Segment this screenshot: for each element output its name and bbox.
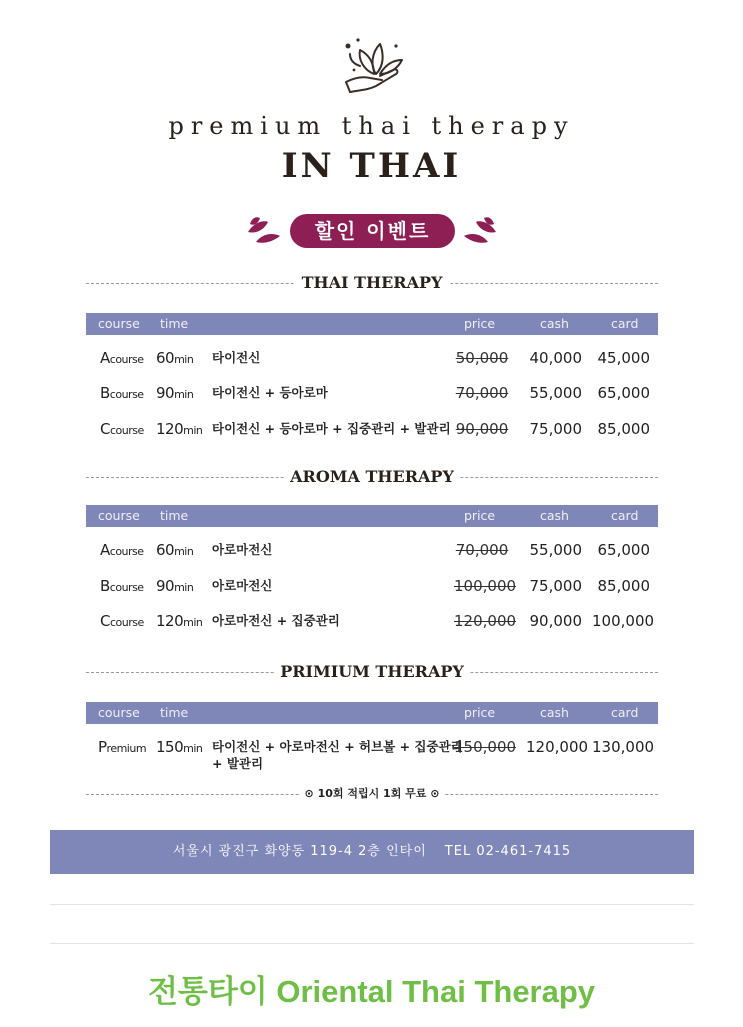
time-cell: 150min (156, 738, 203, 756)
course-cell: Bcourse (100, 384, 144, 402)
table-row (86, 735, 658, 775)
price-cell: 70,000 (455, 541, 509, 559)
table-header (86, 313, 658, 335)
card-cell: 65,000 (597, 541, 650, 559)
section-heading (86, 272, 658, 294)
event-banner (0, 212, 743, 252)
course-cell: Acourse (100, 349, 144, 367)
course-cell: Ccourse (100, 612, 144, 630)
desc-cell: 타이전신 + 등아로마 (212, 385, 328, 400)
divider (50, 943, 694, 944)
cash-cell: 75,000 (529, 420, 582, 438)
stamp-note (86, 786, 658, 802)
col-time: time (160, 705, 189, 720)
divider (50, 904, 694, 905)
cash-cell: 120,000 (526, 738, 589, 756)
leaf-ornament-icon (246, 216, 282, 246)
col-price: price (464, 316, 496, 331)
table-row (86, 609, 658, 633)
table-row (86, 381, 658, 405)
price-cell: 90,000 (455, 420, 509, 438)
card-cell: 65,000 (597, 384, 650, 402)
col-price: price (464, 705, 496, 720)
time-cell: 90min (156, 384, 194, 402)
price-cell: 70,000 (455, 384, 509, 402)
section-title: AROMA THERAPY (284, 466, 460, 488)
section-heading (86, 466, 658, 488)
leaf-ornament-icon (462, 216, 498, 246)
time-cell: 90min (156, 577, 194, 595)
time-cell: 60min (156, 349, 194, 367)
desc-cell: 타이전신 + 아로마전신 + 허브볼 + 집중관리 + 발관리 (212, 739, 463, 771)
col-course: course (98, 705, 140, 720)
card-cell: 100,000 (592, 612, 655, 630)
table-header (86, 505, 658, 527)
cash-cell: 75,000 (529, 577, 582, 595)
desc-cell: 타이전신 (212, 350, 261, 365)
col-time: time (160, 316, 189, 331)
event-badge: 할인 이벤트 (290, 214, 455, 248)
card-cell: 85,000 (597, 420, 650, 438)
col-cash: cash (540, 508, 569, 523)
course-cell: Bcourse (100, 577, 144, 595)
price-cell: 150,000 (454, 738, 517, 756)
course-cell: Ccourse (100, 420, 144, 438)
card-cell: 85,000 (597, 577, 650, 595)
time-cell: 120min (156, 420, 203, 438)
col-card: card (611, 316, 639, 331)
table-row (86, 538, 658, 562)
col-cash: cash (540, 705, 569, 720)
time-cell: 120min (156, 612, 203, 630)
time-cell: 60min (156, 541, 194, 559)
cash-cell: 90,000 (529, 612, 582, 630)
page-title: IN THAI (281, 146, 462, 186)
cash-cell: 40,000 (529, 349, 582, 367)
hand-lotus-logo-icon (336, 30, 408, 102)
table-header (86, 702, 658, 724)
price-cell: 120,000 (454, 612, 517, 630)
col-card: card (611, 508, 639, 523)
cash-cell: 55,000 (529, 384, 582, 402)
course-cell: Acourse (100, 541, 144, 559)
col-course: course (98, 316, 140, 331)
subtitle: premium thai therapy (168, 112, 575, 140)
col-time: time (160, 508, 189, 523)
desc-cell: 아로마전신 + 집중관리 (212, 613, 340, 628)
card-cell: 45,000 (597, 349, 650, 367)
course-cell: Premium (98, 738, 147, 756)
col-cash: cash (540, 316, 569, 331)
table-row (86, 346, 658, 370)
col-card: card (611, 705, 639, 720)
table-row (86, 417, 658, 441)
price-cell: 50,000 (455, 349, 509, 367)
col-course: course (98, 508, 140, 523)
address-text: 서울시 광진구 화양동 119-4 2층 인타이 (172, 844, 427, 859)
address-bar (50, 830, 694, 874)
section-title: PRIMIUM THERAPY (274, 661, 470, 683)
desc-cell: 아로마전신 (212, 542, 273, 557)
note-text: ⊙ 10회 적립시 1회 무료 ⊙ (301, 786, 444, 802)
card-cell: 130,000 (592, 738, 655, 756)
tel-text: TEL 02-461-7415 (444, 844, 572, 859)
price-cell: 100,000 (454, 577, 517, 595)
section-heading (86, 661, 658, 683)
desc-cell: 아로마전신 (212, 578, 273, 593)
desc-cell: 타이전신 + 등아로마 + 집중관리 + 발관리 (212, 421, 451, 436)
table-row (86, 574, 658, 598)
col-price: price (464, 508, 496, 523)
brand-text: 전통타이 Oriental Thai Therapy (147, 974, 596, 1009)
cash-cell: 55,000 (529, 541, 582, 559)
section-title: THAI THERAPY (296, 272, 449, 294)
